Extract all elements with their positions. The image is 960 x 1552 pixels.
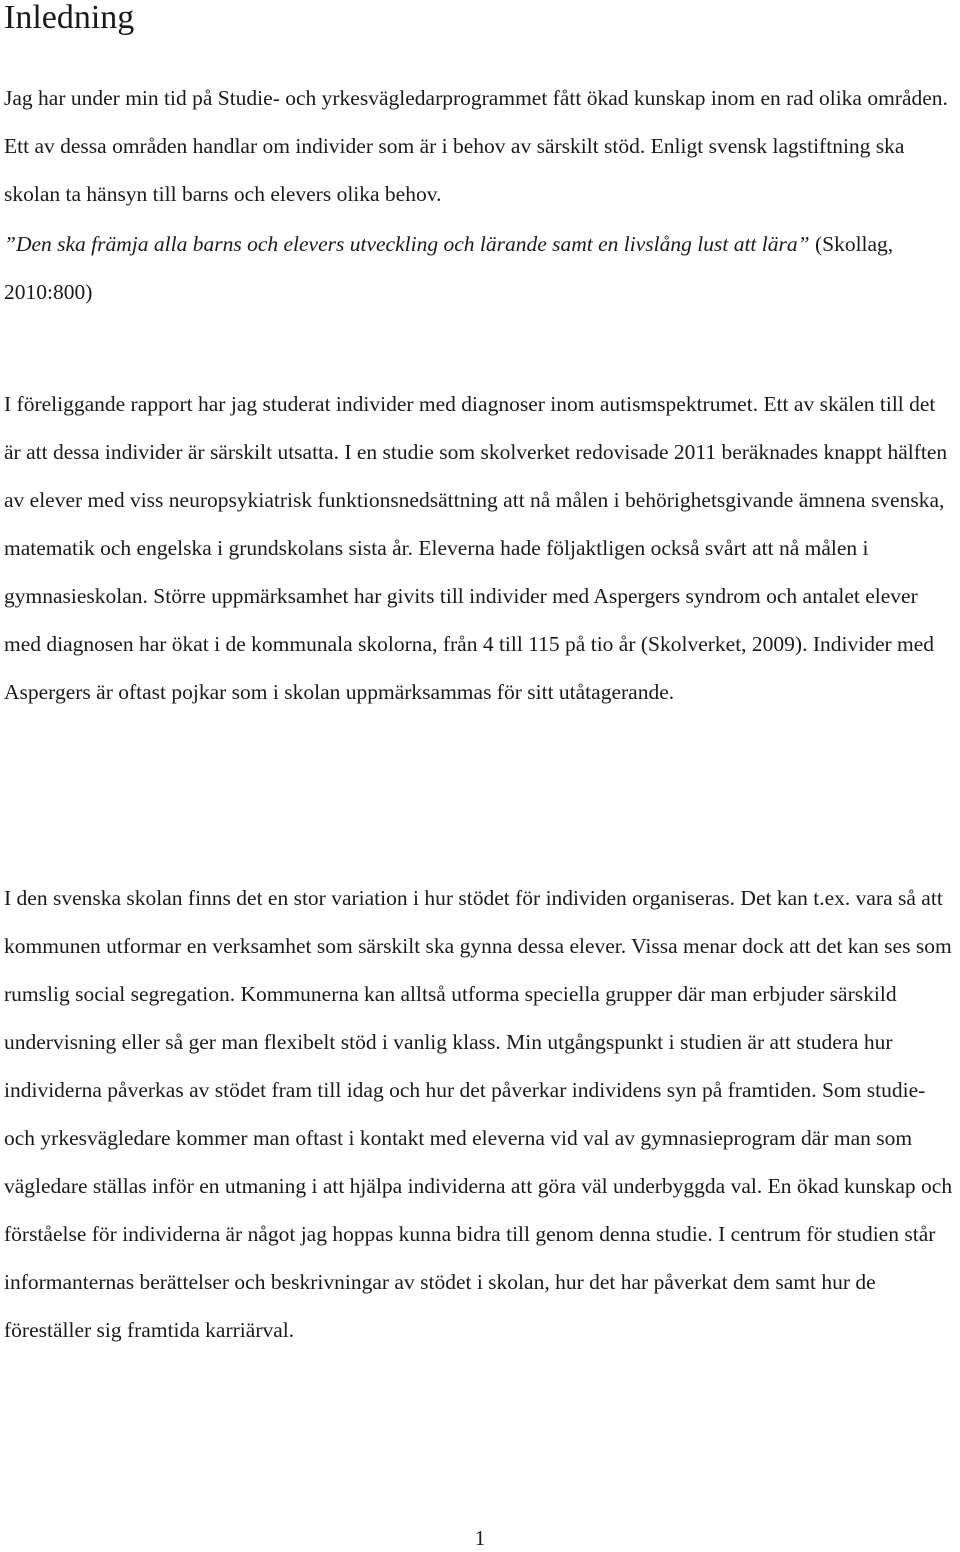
report-paragraph: I föreliggande rapport har jag studerat individer med diagnoser inom autismspektrumet. Ett av skälen till det är att dessa individer är särskilt utsatta. I en studie som skolverket redovisade 2011 beräknades knappt hälften av elever med viss neuropsykiatrisk funktionsnedsättning att nå målen i behörighetsgivande ämnena svenska, matematik och engelska i grundskolans sista år. Eleverna hade följaktligen också svårt att nå målen i gymnasieskolan. Större uppmärksamhet har givits till individer med Aspergers syndrom och antalet elever med diagnosen har ökat i de kommunala skolorna, från 4 till 115 på tio år (Skolverket, 2009). Individer med Aspergers är oftast pojkar som i skolan uppmärksammas för sitt utåtagerande. — [4, 392, 948, 704]
quote-text: ”Den ska främja alla barns och elevers utveckling och lärande samt en livslång lust att lära” — [4, 232, 810, 256]
law-quote — [4, 220, 956, 316]
page-title: Inledning — [4, 0, 135, 36]
quote-citation: (Skollag, 2010:800) — [4, 232, 894, 304]
school-support-paragraph: I den svenska skolan finns det en stor variation i hur stödet för individen organiseras. Det kan t.ex. vara så att kommunen utformar en verksamhet som särskilt ska gynna dessa elever. Vissa menar dock att det kan ses som rumslig social segregation. Kommunerna kan alltså utforma speciella grupper där man erbjuder särskild undervisning eller så ger man flexibelt stöd i vanlig klass. Min utgångspunkt i studien är att studera hur individerna påverkas av stödet fram till idag och hur det påverkar individens syn på framtiden. Som studie- och yrkesvägledare kommer man oftast i kontakt med eleverna vid val av gymnasieprogram där man som vägledare ställas inför en utmaning i att hjälpa individerna att göra väl underbyggda val. En ökad kunskap och förståelse för individerna är något jag hoppas kunna bidra till genom denna studie. I centrum för studien står informanternas berättelser och beskrivningar av stödet i skolan, hur det har påverkat dem samt hur de föreställer sig framtida karriärval. — [4, 886, 953, 1342]
intro-paragraph: Jag har under min tid på Studie- och yrkesvägledarprogrammet fått ökad kunskap inom en rad olika områden. Ett av dessa områden handlar om individer som är i behov av särskilt stöd. Enligt svensk lagstiftning ska skolan ta hänsyn till barns och elevers olika behov. — [4, 86, 948, 206]
page-number: 1 — [474, 1526, 486, 1550]
